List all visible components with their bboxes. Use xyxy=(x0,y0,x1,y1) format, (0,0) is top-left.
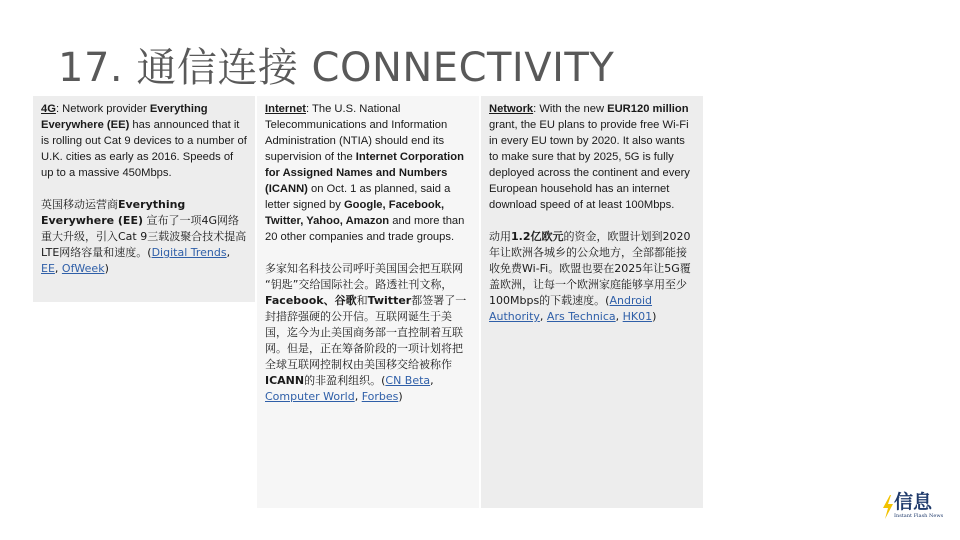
bold-text: Everything Everywhere (EE) xyxy=(41,103,208,131)
text-run: and more than 20 other companies and trade groups. xyxy=(265,215,465,243)
close-paren: ) xyxy=(104,262,109,275)
separator: , xyxy=(430,374,434,387)
topic-label: Internet xyxy=(265,103,307,115)
source-link[interactable]: CN Beta xyxy=(385,374,431,387)
text-run: 宣布了一项4G网络重大升级，引入Cat 9三载波聚合技术提高LTE网络容量和速度。( xyxy=(41,214,247,259)
close-paren: ) xyxy=(398,390,403,403)
separator: , xyxy=(226,246,231,259)
text-run: 的资金，欧盟计划到2020年让欧洲各城乡的公众地方，全部都能接收免费Wi-Fi。欧盟也要在2025年让5G覆盖欧洲，让每一个欧洲家庭能够享用至少100Mbps的下载速度。( xyxy=(489,230,691,307)
topic-label: Network xyxy=(489,103,534,115)
text-run: 多家知名科技公司呼吁美国国会把互联网 “钥匙”交给国际社会。路透社刊文称， xyxy=(265,262,463,291)
english-paragraph xyxy=(489,101,695,213)
text-run: : The U.S. National Telecommunications and Information Administration (NTIA) should end its supervision of the xyxy=(265,103,448,163)
text-run: on Oct. 1 as planned, said a letter signed by xyxy=(265,183,451,211)
source-link[interactable]: Ars Technica xyxy=(546,310,616,323)
news-column-4g xyxy=(33,96,255,302)
bold-text: Twitter xyxy=(367,294,412,307)
english-paragraph xyxy=(41,101,247,181)
source-link[interactable]: Forbes xyxy=(361,390,399,403)
source-link[interactable]: HK01 xyxy=(622,310,653,323)
english-paragraph xyxy=(265,101,471,245)
news-column-network xyxy=(481,96,703,508)
text-run: 的非盈利组织。( xyxy=(304,374,386,387)
bold-text: Everything Everywhere (EE) xyxy=(41,198,186,227)
text-run: 英国移动运营商 xyxy=(41,198,118,211)
brand-logo xyxy=(882,491,944,523)
text-run: : With the new xyxy=(533,103,608,115)
source-link[interactable]: Computer World xyxy=(265,390,355,403)
chinese-paragraph xyxy=(489,229,695,325)
source-link[interactable]: OfWeek xyxy=(61,262,105,275)
separator: , xyxy=(615,310,623,323)
bold-text: EUR120 million xyxy=(607,103,689,115)
lightning-bolt-icon xyxy=(882,495,894,519)
text-run: : Network provider xyxy=(55,103,150,115)
source-link[interactable]: Digital Trends xyxy=(151,246,227,259)
text-run: grant, the EU plans to provide free Wi-Fi in every EU town by 2020. It also wants to make sure that by 2025, 5G is fully deployed across the continent and every European household has an internet download speed of at least 100Mbps. xyxy=(489,119,690,211)
bold-text: ICANN xyxy=(265,374,305,387)
text-run: 和 xyxy=(356,294,368,307)
logo-chinese-text: 信息 xyxy=(894,491,933,513)
separator: , xyxy=(54,262,62,275)
bold-text: Facebook、谷歌 xyxy=(265,294,357,307)
bold-text: Internet Corporation for Assigned Names and Numbers (ICANN) xyxy=(265,151,464,195)
bold-text: 1.2亿欧元 xyxy=(511,230,564,243)
close-paren: ) xyxy=(652,310,657,323)
chinese-paragraph xyxy=(41,197,247,277)
topic-label: 4G xyxy=(41,103,56,115)
bold-text: Google, Facebook, Twitter, Yahoo, Amazon xyxy=(265,199,445,227)
text-run: has announced that it is rolling out Cat 9 devices to a number of U.K. cities as early as 2016. Speeds of up to a massive 450Mbps. xyxy=(41,119,247,179)
text-run: 动用 xyxy=(489,230,511,243)
logo-english-text: Instant Flash News xyxy=(894,513,944,519)
slide-title: 17. 通信连接 CONNECTIVITY xyxy=(58,45,615,91)
chinese-paragraph xyxy=(265,261,471,405)
source-link[interactable]: EE xyxy=(41,262,55,275)
separator: , xyxy=(354,390,362,403)
separator: , xyxy=(539,310,547,323)
text-run: 都签署了一封措辞强硬的公开信。互联网诞生于美国，迄今为止美国商务部一直控制着互联网。但是，正在筹备阶段的一项计划将把全球互联网控制权由美国移交给被称作 xyxy=(265,294,467,371)
news-column-internet xyxy=(257,96,479,508)
source-link[interactable]: Android Authority xyxy=(489,294,653,323)
